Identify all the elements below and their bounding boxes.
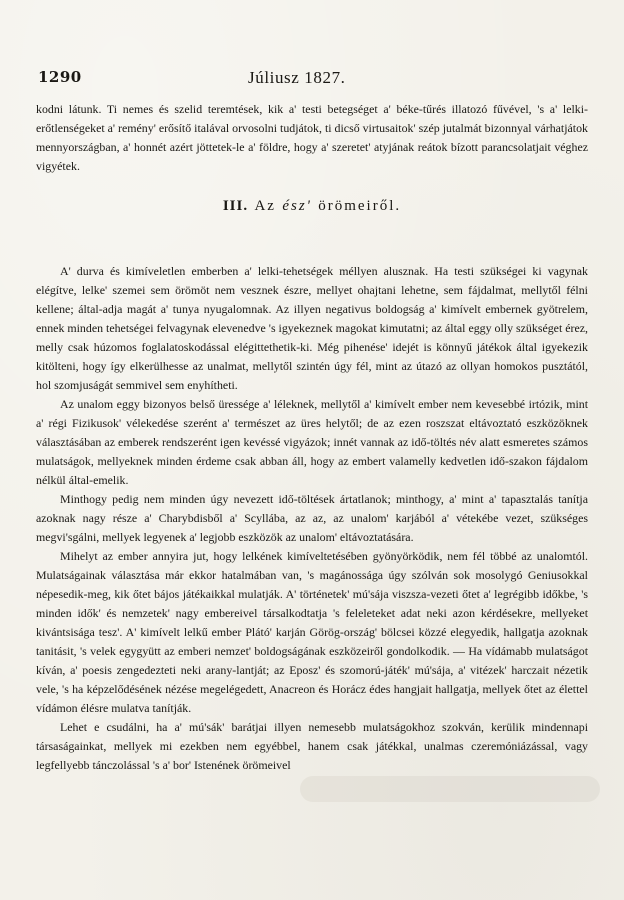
paragraph: Minthogy pedig nem minden úgy nevezett idő-töltések ártatlanok; minthogy, a' mint a' tapasztalás tanítja azoknak nagy része a' Charybdisből a' Scyllába, az az, az unalom' karjából a' vétekébe vezet, szükséges megvi'sgálni, mellyek legyenek a' legjobb eszközök az unalom' eltávoztatására. <box>36 492 588 544</box>
paragraph: Mihelyt az ember annyira jut, hogy lelkének kimíveltetésében gyönyörködik, nem fél többé az unalomtól. Mulatságainak választása már ekkor hatalmában van, 's magánossága úgy szólván sok mosolygó Geniusokkal népesedik-meg, kik őtet bájos játékaikkal mulatják. A' történetek' mú'sája viszsza-vezeti őtet a' legrégibb időkbe, 's minden idők' és nemzetek' nagy embereivel társalkodtatja 's feleleteket adat neki azon kérdésekre, mellyeket kivántsisága tesz'. A' kimívelt lelkű ember Plátó' karján Görög-ország' bölcsei közzé elegyedik, hallgatja azoknak tanitásit, 's velek egygyütt az emberi nemzet' boldogságának eszközeiről gondolkodik. — Ha vídámabb mulatságot kíván, a' poesis zengedezteti neki arany-lantját; az Eposz' és szomorú-játék' mú'sája, a' vitézek' harczait nézetik vele, 's ha képzelődésének nézése megelégedett, Anacreon és Horácz édes hangjait hallgatja, mellyek őtet az élettel vídámon élésre mulatva tanítják. <box>36 549 588 715</box>
intro-text: kodni látunk. Ti nemes és szelid teremtések, kik a' testi betegséget a' béke-tűrés illatozó fűvével, 's a' lelki-erőtlenségeket a' remény' erősítő italával orvosolni tudjátok, ti dicső virtusaitok' szép jutalmát bizonnyal várhatjátok mennyországban, a' honnét azért jöttetek-le a' földre, hogy a' szeretet' atyjának reátok bízott parancsolatjait véghez vigyétek. <box>36 102 588 173</box>
running-title: Júliusz 1827. <box>248 68 346 87</box>
section-number: III. <box>222 198 249 214</box>
paragraph: Lehet e csudálni, ha a' mú'sák' barátjai illyen nemesebb mulatságokhoz szokván, kerülik mindennapi társaságainkat, mellyek mi ezekben nem egyébbel, hanem csak játékkal, unalmas czeremóniázással, vagy legfellyebb tánczolással 's a' bor' Istenének örömeivel <box>36 720 588 772</box>
page-header <box>38 68 586 90</box>
paragraph: A' durva és kimíveletlen emberben a' lelki-tehetségek méllyen alusznak. Ha testi szükségei ki vagynak elégítve, lelke' szemei sem örömöt nem vesznek észre, mellyet ohajtani lehetne, sem fájdalmat, mellytől félni kellene; által-adja magát a' tunya nyugalomnak. Az illyen negativus boldogság a' kimívelt embernek gyötrelem, ennek minden tehetségei felvagynak elevenedve 's igyekeznek magokat kimutatni; az által eggy olly szükséget érez, melly csak húzomos foglalatoskodással elégittethetik-ki. Még pihenése' idejét is könnyű játékok által igyekezik kitölteni, hogy így elkerülhesse az unalmat, mellytől szintén úgy fél, mint az útazó az ollyan homokos pusztától, hol szomjuságát semmivel sem enyhítheti. <box>36 264 588 392</box>
section-title-word-3: örömeiről. <box>318 198 402 214</box>
section-title-word-1: Az <box>254 198 276 214</box>
paragraph: Az unalom eggy bizonyos belső üressége a' léleknek, mellytől a' kimívelt ember nem kevesebbé irtózik, mint a' régi Fizikusok' vélekedése szerént a' természet az üres helytől; de az ezen roszszat eltávoztató eszközöknek választásában az emberek rendszerént igen kevéssé vigyázok; innét vannak az idő-töltés név alatt esmeretes számos mulatságok, mellyeknek minden érdeme csak abban áll, hogy az embert valamelly kedvetlen idő-szakon fájdalom nélkül által-emelik. <box>36 397 588 487</box>
section-title-word-2: ész' <box>282 198 312 214</box>
section-body <box>36 262 588 775</box>
intro-paragraph <box>36 100 588 176</box>
ink-smudge <box>300 776 600 802</box>
page-number: 1290 <box>38 68 82 86</box>
section-heading <box>36 198 588 215</box>
